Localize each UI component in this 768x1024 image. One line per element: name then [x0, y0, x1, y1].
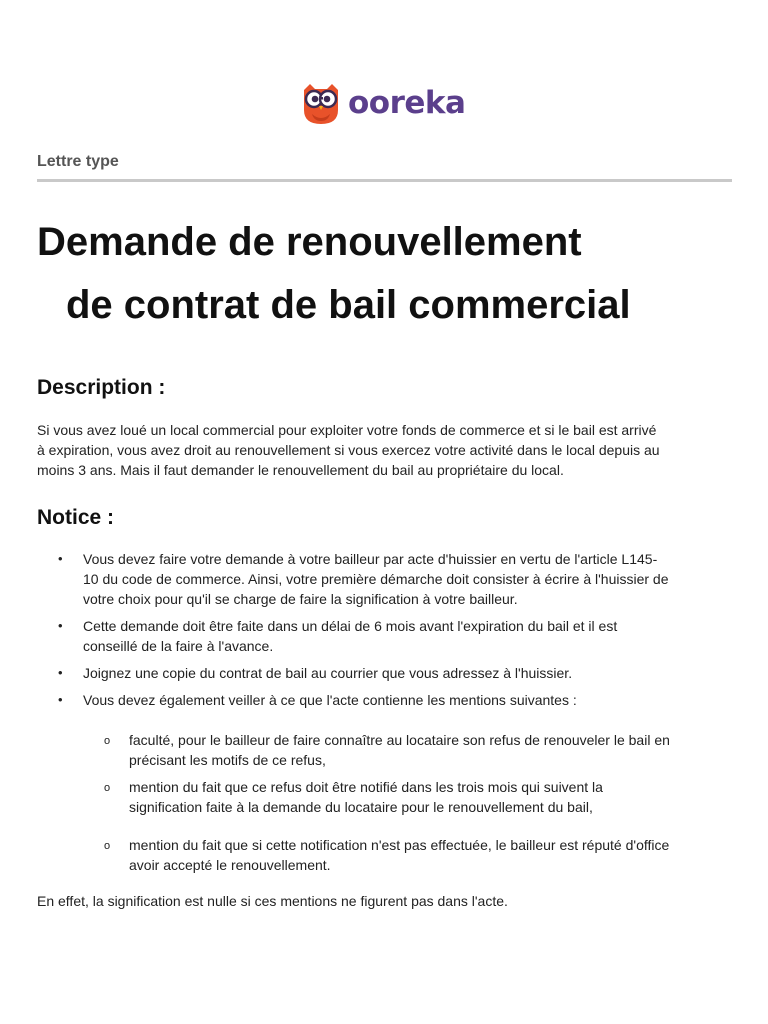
- sub-list-item-line: signification faite à la demande du locataire pour le renouvellement du bail,: [129, 799, 593, 815]
- list-item-line: 10 du code de commerce. Ainsi, votre première démarche doit consister à écrire à l'huissier de: [83, 571, 669, 587]
- list-item-line: Vous devez également veiller à ce que l'acte contienne les mentions suivantes :: [83, 692, 577, 708]
- header-divider: [37, 179, 732, 182]
- sub-list-item-line: avoir accepté le renouvellement.: [129, 857, 331, 873]
- list-item-line: votre choix pour qu'il se charge de faire la signification à votre bailleur.: [83, 591, 518, 607]
- title-line-1: Demande de renouvellement: [37, 220, 582, 264]
- list-item-line: Vous devez faire votre demande à votre bailleur par acte d'huissier en vertu de l'article L145-: [83, 551, 658, 567]
- brand-name: ooreka: [348, 84, 466, 121]
- owl-icon: [298, 80, 344, 126]
- circle-bullet-icon: o: [104, 840, 111, 852]
- title-line-2: de contrat de bail commercial: [66, 283, 631, 327]
- description-line: Si vous avez loué un local commercial pour exploiter votre fonds de commerce et si le bail est arrivé: [37, 422, 657, 438]
- document-type-label: Lettre type: [37, 153, 119, 170]
- bullet-icon: •: [58, 551, 63, 566]
- notice-list: [0, 549, 768, 717]
- list-item: [0, 549, 733, 609]
- list-item: [0, 663, 733, 683]
- description-line: à expiration, vous avez droit au renouvellement si vous exercez votre activité dans le local depuis au: [37, 442, 660, 458]
- circle-bullet-icon: o: [104, 782, 111, 794]
- conclusion-paragraph: En effet, la signification est nulle si ces mentions ne figurent pas dans l'acte.: [37, 893, 508, 909]
- sub-list-item-line: mention du fait que si cette notification n'est pas effectuée, le bailleur est réputé d'office: [129, 837, 670, 853]
- sub-list-item-line: mention du fait que ce refus doit être notifié dans les trois mois qui suivent la: [129, 779, 603, 795]
- list-item-line: Joignez une copie du contrat de bail au courrier que vous adressez à l'huissier.: [83, 665, 573, 681]
- sub-list-item-line: précisant les motifs de ce refus,: [129, 752, 326, 768]
- description-heading: Description :: [37, 376, 166, 399]
- sub-list-item-line: faculté, pour le bailleur de faire connaître au locataire son refus de renouveler le bail en: [129, 732, 670, 748]
- description-line: moins 3 ans. Mais il faut demander le renouvellement du bail au propriétaire du local.: [37, 462, 564, 478]
- sub-list-item: [0, 730, 730, 770]
- description-paragraph: [37, 420, 737, 480]
- sub-list-item: [0, 777, 730, 817]
- brand-logo: [298, 80, 465, 126]
- sub-list-item: [0, 835, 730, 875]
- list-item: [0, 690, 733, 710]
- circle-bullet-icon: o: [104, 735, 111, 747]
- list-item-line: conseillé de la faire à l'avance.: [83, 638, 274, 654]
- bullet-icon: •: [58, 618, 63, 633]
- list-item-line: Cette demande doit être faite dans un délai de 6 mois avant l'expiration du bail et il est: [83, 618, 618, 634]
- page-title: [37, 222, 737, 325]
- list-item: [0, 616, 733, 656]
- bullet-icon: •: [58, 692, 63, 707]
- notice-heading: Notice :: [37, 506, 115, 529]
- bullet-icon: •: [58, 665, 63, 680]
